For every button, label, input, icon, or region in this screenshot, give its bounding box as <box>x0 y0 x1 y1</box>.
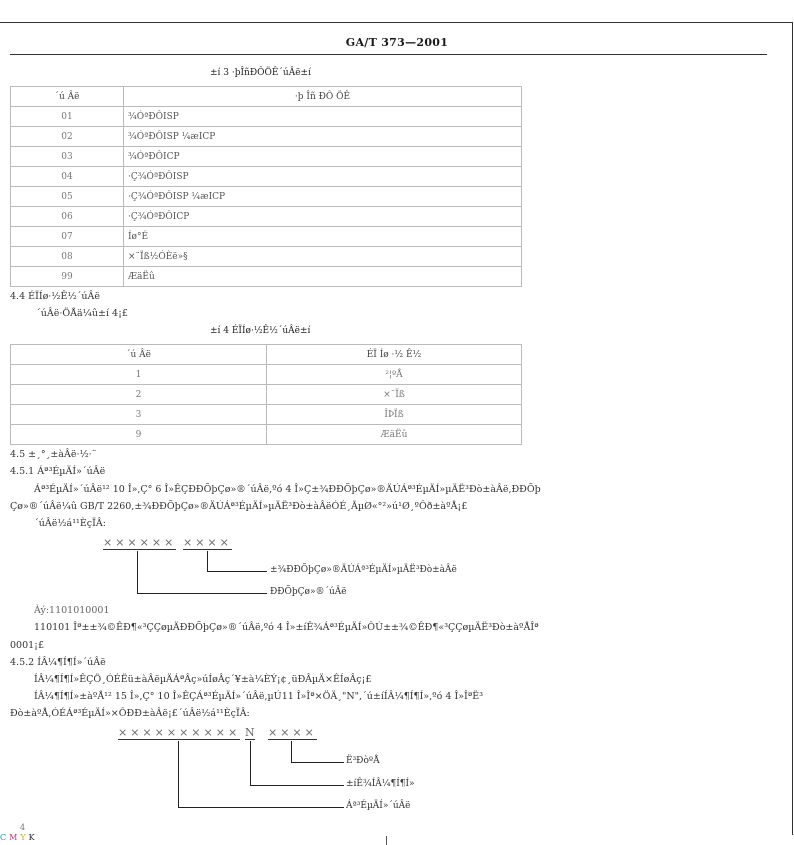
registration-mark-k: K <box>28 833 35 842</box>
paragraph-line: Áª³ÉµÄÍ»´úÂë¹² 10 Î»,Ç° 6 Î»ÊÇÐÐÕþÇø»®´úÂë,ºó 4 Î»Ç±¾ÐÐÕþÇø»®ÄÚÁª³ÉµÄÍ»µÄË³Ðò±àÂë,ÐÐÕþ <box>34 484 541 495</box>
table-header-row <box>11 87 522 107</box>
cell-code: 2 <box>11 385 267 405</box>
section-4-5-1-heading: 4.5.1 Áª³ÉµÄÍ»´úÂë <box>10 466 106 477</box>
cell-code: 99 <box>11 267 124 287</box>
connector-line <box>250 741 251 785</box>
diagram-label: Áª³ÉµÄÍ»´úÂë <box>346 801 411 811</box>
cell-name: ÎÞÏß <box>267 405 522 425</box>
crop-mark <box>386 836 387 845</box>
paragraph-line: ÍÂ¼¶Í¶Í»ÊÇÖ¸ÓÉËü±àÂëµÄÁªÂç»úÍøÂç´¥±à¼ÈÝ¡¢¸üÐÂµÄ×ÊÍøÂç¡£ <box>34 674 372 685</box>
table-row <box>11 187 522 207</box>
table4 <box>10 344 522 445</box>
table-row <box>11 365 522 385</box>
connector-line <box>178 741 179 807</box>
registration-marks <box>0 833 38 842</box>
cell-name: ·Ç¾ÓªÐÔISP <box>124 167 522 187</box>
header-rule <box>10 54 767 55</box>
cell-name: ¾ÓªÐÔISP ¼æICP <box>124 127 522 147</box>
cell-code: 02 <box>11 127 124 147</box>
cell-code: 04 <box>11 167 124 187</box>
cell-name: ÆäËû <box>124 267 522 287</box>
table-row <box>11 207 522 227</box>
connector-line <box>207 571 267 572</box>
table-row <box>11 227 522 247</box>
connector-line <box>291 762 344 763</box>
cell-name: ÆäËû <box>267 425 522 445</box>
column-header-name: ÉÏ Íø ·½ Ê½ <box>267 345 522 365</box>
table-row <box>11 147 522 167</box>
column-header-name: ·þ Îñ ÐÔ ÖÊ <box>124 87 522 107</box>
paragraph-line: Çø»®´úÂë¼û GB/T 2260,±¾ÐÐÕþÇø»®ÄÚÁª³ÉµÄÍ»µÄË³Ðò±àÂëÓÉ¸ÃµØ«°²»ú¹Ø¸ºÔð±àºÅ¡£ <box>10 501 468 512</box>
cell-code: 06 <box>11 207 124 227</box>
connector-line <box>137 593 267 594</box>
connector-line <box>207 551 208 571</box>
section-4-5-heading: 4.5 ±¸°¸±àÂë·½·¨ <box>10 449 97 460</box>
cell-code: 01 <box>11 107 124 127</box>
cell-code: 07 <box>11 227 124 247</box>
diagram-label: ±íÊ¾ÍÂ¼¶Í¶Í» <box>346 779 415 789</box>
table-row <box>11 167 522 187</box>
page-number: 4 <box>20 823 26 832</box>
cell-name: ·Ç¾ÓªÐÔISP ¼æICP <box>124 187 522 207</box>
table-row <box>11 385 522 405</box>
section-4-4-heading: 4.4 ÉÏÍø·½Ê½´úÂë <box>10 291 101 302</box>
registration-mark-m: M <box>9 833 18 842</box>
cell-name: ×¨Ïß½ÓÈë»§ <box>124 247 522 267</box>
paragraph-line: 110101 Îª±±¾©ÊÐ¶«³ÇÇøµÄÐÐÕþÇø»®´úÂë,ºó 4 Î»±íÊ¾Áª³ÉµÄÍ»ÔÚ±±¾©ÊÐ¶«³ÇÇøµÄË³Ðò±àºÅÎª <box>34 622 539 633</box>
table4-caption: ±í 4 ÉÏÍø·½Ê½´úÂë±í <box>210 326 311 336</box>
cell-name: ²¦ºÅ <box>267 365 522 385</box>
code-digits-region: ×××××× <box>103 536 177 549</box>
diagram-label: ±¾ÐÐÕþÇø»®ÄÚÁª³ÉµÄÍ»µÄË³Ðò±àÂë <box>270 565 457 575</box>
standard-number: GA/T 373—2001 <box>345 36 449 49</box>
cell-name: Íø°É <box>124 227 522 247</box>
table-header-row <box>11 345 522 365</box>
cell-code: 05 <box>11 187 124 207</box>
paragraph-line: Ðò±àºÅ,ÓÉÁª³ÉµÄÍ»×ÔÐÐ±àÂë¡£´úÂë½á¹¹ÈçÏÂ: <box>10 708 250 719</box>
code-letter-n: N <box>245 726 255 739</box>
connector-line <box>291 741 292 762</box>
table-row <box>11 107 522 127</box>
paragraph-line: 0001¡£ <box>10 640 45 651</box>
cell-code: 03 <box>11 147 124 167</box>
diagram-label: ÐÐÕþÇø»®´úÂë <box>270 587 347 597</box>
cell-code: 3 <box>11 405 267 425</box>
cell-name: ·Ç¾ÓªÐÔICP <box>124 207 522 227</box>
section-4-4-text: ´úÂë·ÖÅä¼û±í 4¡£ <box>36 308 128 319</box>
table-row <box>11 405 522 425</box>
section-4-5-2-heading: 4.5.2 ÍÂ¼¶Í¶Í»´úÂë <box>10 657 106 668</box>
code-digits-sequence: ×××× <box>268 726 317 739</box>
cell-name: ¾ÓªÐÔICP <box>124 147 522 167</box>
table-row <box>11 425 522 445</box>
paragraph-line: ÍÂ¼¶Í¶Í»±àºÅ¹² 15 Î»,Ç° 10 Î»ÊÇÁª³ÉµÄÍ»´úÂë,µÚ11 Î»Îª×ÖÄ¸"N",´ú±íÍÂ¼¶Í¶Í»,ºó 4 Î»ÎªË³ <box>34 691 484 702</box>
connector-line <box>137 551 138 593</box>
table-row <box>11 267 522 287</box>
code-digits-sequence: ×××× <box>183 536 232 549</box>
paragraph-line: ´úÂë½á¹¹ÈçÏÂ: <box>34 518 106 529</box>
cell-code: 08 <box>11 247 124 267</box>
example-label: Àý:1101010001 <box>34 605 110 616</box>
column-header-code: ´ú Âë <box>11 345 267 365</box>
cell-code: 1 <box>11 365 267 385</box>
table-row <box>11 127 522 147</box>
cell-code: 9 <box>11 425 267 445</box>
table3 <box>10 86 522 287</box>
diagram-label: Ë³ÐòºÅ <box>346 756 380 766</box>
code-digits-unit: ×××××××××× <box>118 726 241 739</box>
registration-mark-c: C <box>0 833 7 842</box>
table-row <box>11 247 522 267</box>
connector-line <box>178 807 344 808</box>
connector-line <box>250 785 344 786</box>
cell-name: ×¨Ïß <box>267 385 522 405</box>
column-header-code: ´ú Âë <box>11 87 124 107</box>
registration-mark-y: Y <box>20 833 26 842</box>
table3-caption: ±í 3 ·þÎñÐÔÖÊ´úÂë±í <box>210 68 311 78</box>
cell-name: ¾ÓªÐÔISP <box>124 107 522 127</box>
